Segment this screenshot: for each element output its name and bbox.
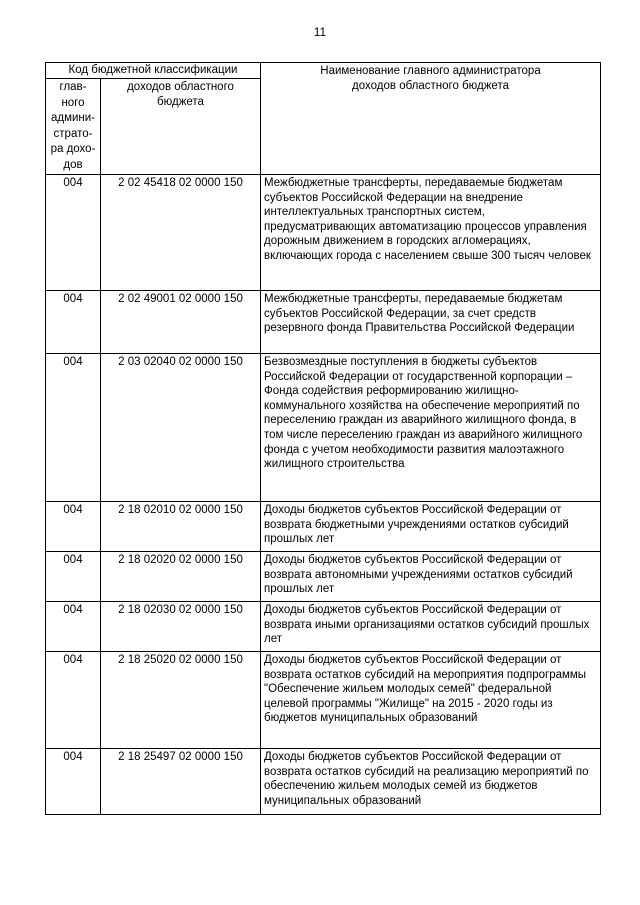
income-code-cell: 2 02 45418 02 0000 150	[101, 175, 261, 291]
income-name-cell: Межбюджетные трансферты, передаваемые бюджетам субъектов Российской Федерации, за счет средств резервного фонда Правительства Российской Федерации	[261, 291, 601, 354]
table-row	[46, 552, 601, 602]
income-name-cell: Доходы бюджетов субъектов Российской Федерации от возврата остатков субсидий на реализацию мероприятий по обеспечению жильем молодых семей из бюджетов муниципальных образований	[261, 749, 601, 815]
table-row	[46, 175, 601, 291]
table-header	[46, 63, 601, 175]
page-number: 11	[313, 25, 327, 39]
admin-code-cell: 004	[46, 552, 101, 602]
income-code-cell: 2 18 25020 02 0000 150	[101, 652, 261, 749]
admin-code-cell: 004	[46, 291, 101, 354]
income-name-cell: Доходы бюджетов субъектов Российской Федерации от возврата остатков субсидий на мероприятия подпрограммы "Обеспечение жильем молодых семей" федеральной целевой программы "Жилище" на 2015 - 2020 годы из бюджетов муниципальных образований	[261, 652, 601, 749]
income-code-cell: 2 18 25497 02 0000 150	[101, 749, 261, 815]
table-row	[46, 291, 601, 354]
income-code-cell: 2 18 02030 02 0000 150	[101, 602, 261, 652]
income-code-header: доходов областного бюджета	[101, 79, 261, 175]
admin-code-cell: 004	[46, 175, 101, 291]
table-row	[46, 602, 601, 652]
income-code-cell: 2 18 02010 02 0000 150	[101, 502, 261, 552]
admin-code-cell: 004	[46, 652, 101, 749]
budget-classification-table	[45, 62, 601, 815]
table-row	[46, 652, 601, 749]
admin-code-cell: 004	[46, 749, 101, 815]
table-body	[46, 175, 601, 815]
admin-code-cell: 004	[46, 602, 101, 652]
income-code-cell: 2 02 49001 02 0000 150	[101, 291, 261, 354]
table-row	[46, 749, 601, 815]
admin-code-cell: 004	[46, 354, 101, 502]
income-name-cell: Доходы бюджетов субъектов Российской Федерации от возврата автономными учреждениями остатков субсидий прошлых лет	[261, 552, 601, 602]
income-code-cell: 2 18 02020 02 0000 150	[101, 552, 261, 602]
income-name-cell: Доходы бюджетов субъектов Российской Федерации от возврата иными организациями остатков субсидий прошлых лет	[261, 602, 601, 652]
income-code-cell: 2 03 02040 02 0000 150	[101, 354, 261, 502]
chief-administrator-header: глав- ного админи- страто- ра дохо- дов	[46, 79, 101, 175]
income-name-cell: Доходы бюджетов субъектов Российской Федерации от возврата бюджетными учреждениями остатков субсидий прошлых лет	[261, 502, 601, 552]
income-name-cell: Межбюджетные трансферты, передаваемые бюджетам субъектов Российской Федерации на внедрение интеллектуальных транспортных систем, предусматривающих автоматизацию процессов управления дорожным движением в городских агломерациях, включающих города с населением свыше 300 тысяч человек	[261, 175, 601, 291]
table-row	[46, 354, 601, 502]
classification-code-header: Код бюджетной классификации	[46, 63, 261, 79]
income-name-cell: Безвозмездные поступления в бюджеты субъектов Российской Федерации от государственной корпорации – Фонда содействия реформированию жилищно-коммунального хозяйства на обеспечение мероприятий по переселению граждан из аварийного жилищного фонда, в том числе переселению граждан из аварийного жилищного фонда с учетом необходимости развития малоэтажного жилищного строительства	[261, 354, 601, 502]
administrator-name-header: Наименование главного администратора доходов областного бюджета	[261, 63, 601, 175]
table-row	[46, 502, 601, 552]
admin-code-cell: 004	[46, 502, 101, 552]
